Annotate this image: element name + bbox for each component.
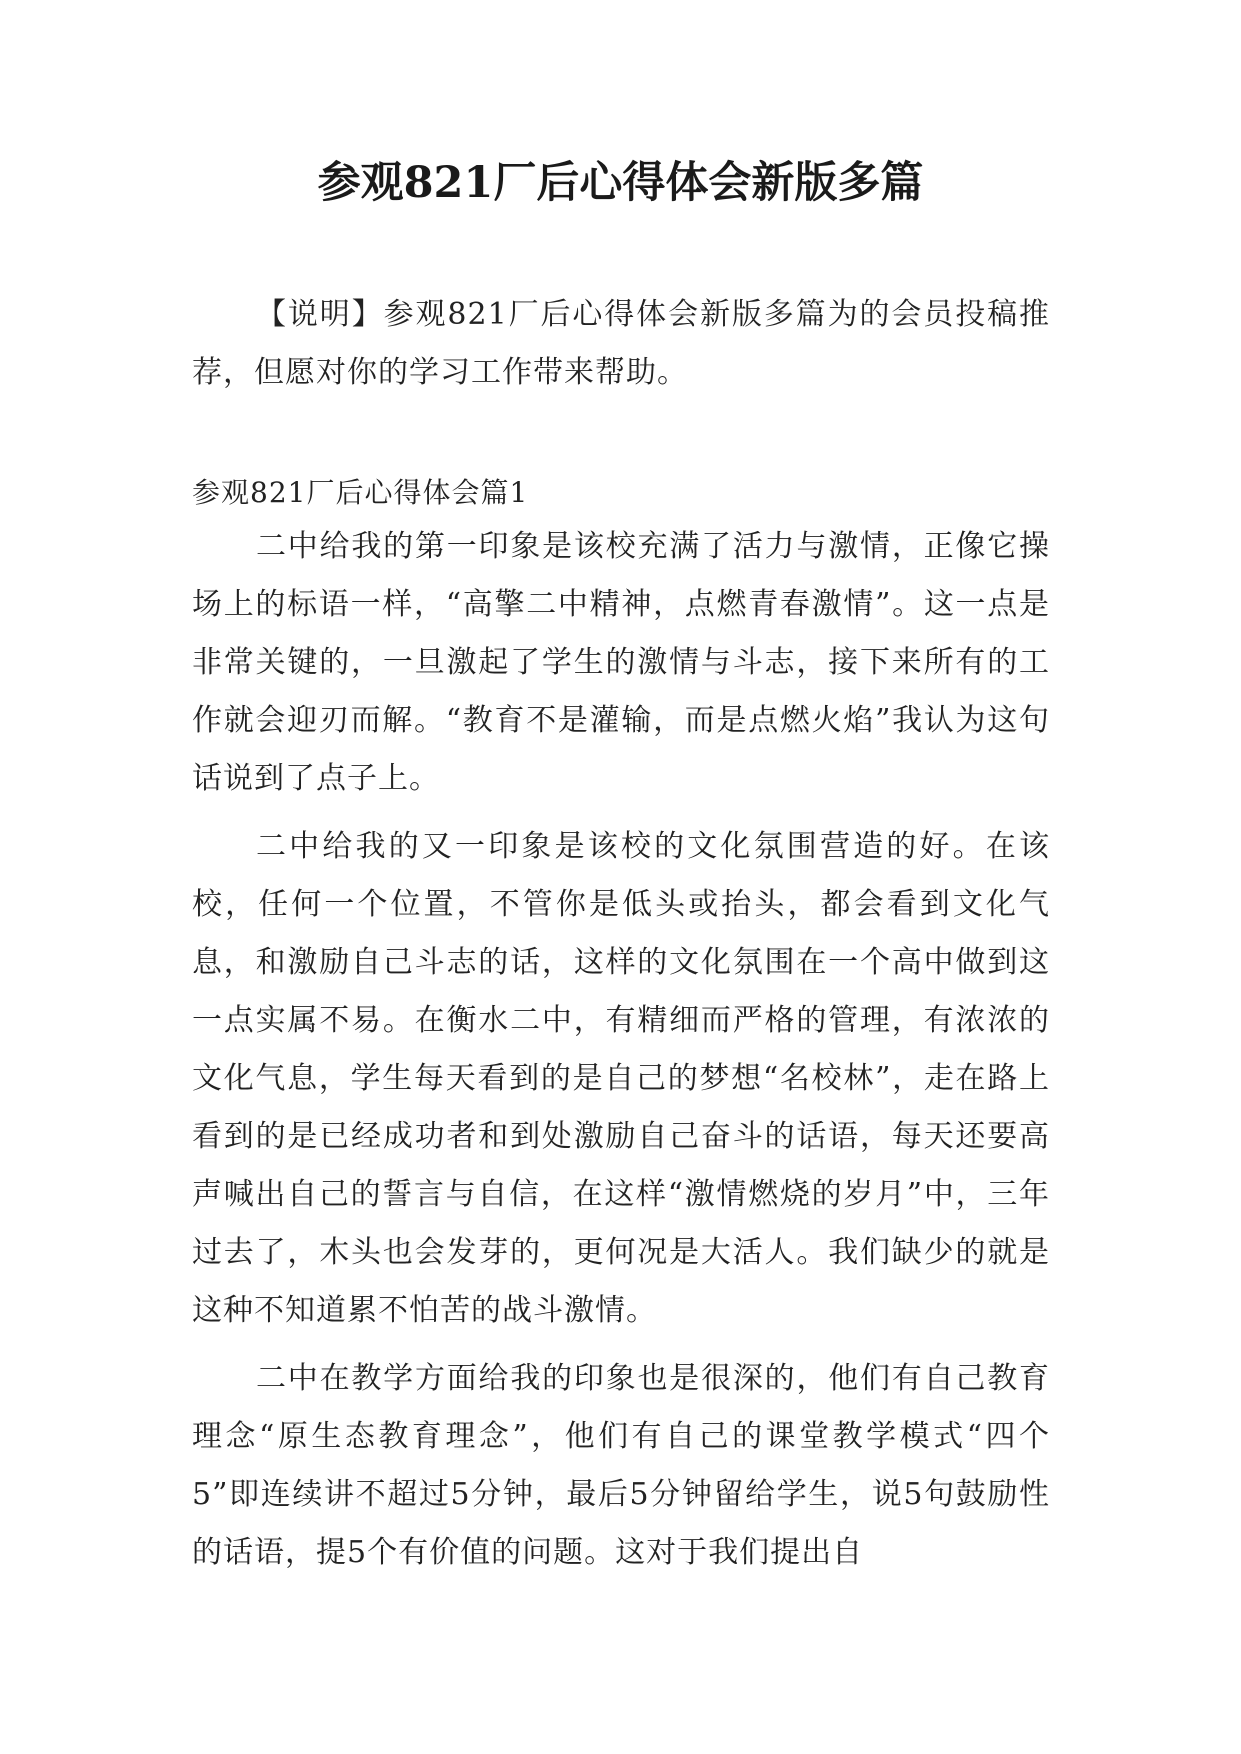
article-body: [192, 518, 1050, 1592]
paragraph: 二中在教学方面给我的印象也是很深的，他们有自己教育理念“原生态教育理念”，他们有自己的课堂教学模式“四个5”即连续讲不超过5分钟，最后5分钟留给学生，说5句鼓励性的话语，提5个有价值的问题。这对于我们提出自: [192, 1361, 1050, 1570]
paragraph: 二中给我的又一印象是该校的文化氛围营造的好。在该校，任何一个位置，不管你是低头或抬头，都会看到文化气息，和激励自己斗志的话，这样的文化氛围在一个高中做到这一点实属不易。在衡水二中，有精细而严格的管理，有浓浓的文化气息，学生每天看到的是自己的梦想“名校林”，走在路上看到的是已经成功者和到处激励自己奋斗的话语，每天还要高声喊出自己的誓言与自信，在这样“激情燃烧的岁月”中，三年过去了，木头也会发芽的，更何况是大活人。我们缺少的就是这种不知道累不怕苦的战斗激情。: [192, 829, 1050, 1328]
paragraph: 二中给我的第一印象是该校充满了活力与激情，正像它操场上的标语一样，“高擎二中精神，点燃青春激情”。这一点是非常关键的，一旦激起了学生的激情与斗志，接下来所有的工作就会迎刃而解。“教育不是灌输，而是点燃火焰”我认为这句话说到了点子上。: [192, 529, 1050, 796]
section-heading: 参观821厂后心得体会篇1: [192, 476, 529, 509]
document-title: 参观821厂后心得体会新版多篇: [317, 158, 924, 208]
document-note: 【说明】参观821厂后心得体会新版多篇为的会员投稿推荐，但愿对你的学习工作带来帮助。: [192, 297, 1050, 390]
